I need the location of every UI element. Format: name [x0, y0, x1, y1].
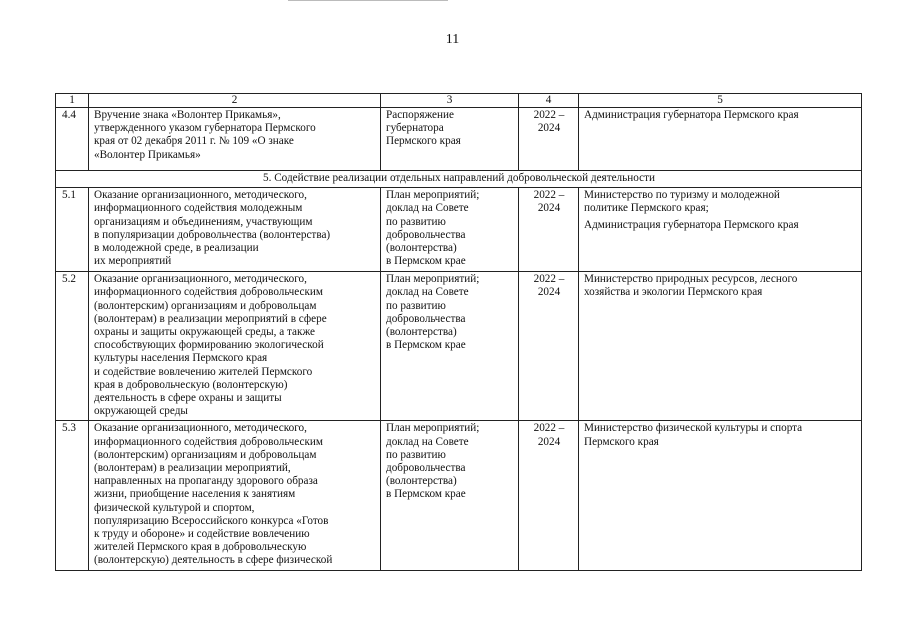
document-cell: План мероприятий; доклад на Совете по развитию добровольчества (волонтерства) в Пермском крае [381, 272, 519, 421]
row-number: 5.2 [56, 272, 89, 421]
column-header: 4 [519, 94, 579, 108]
measures-table [55, 93, 862, 571]
page-number: 11 [445, 32, 460, 47]
document-cell: Распоряжение губернатора Пермского края [381, 108, 519, 171]
event-cell: Вручение знака «Волонтер Прикамья», утвержденного указом губернатора Пермского края от 02 декабря 2011 г. № 109 «О знаке «Волонтер Прикамья» [89, 108, 381, 171]
executor-name: Администрация губернатора Пермского края [584, 218, 799, 231]
document-cell: План мероприятий; доклад на Совете по развитию добровольчества (волонтерства) в Пермском крае [381, 188, 519, 272]
period-cell: 2022 – 2024 [519, 188, 579, 272]
executor-name: Министерство природных ресурсов, лесного хозяйства и экологии Пермского края [584, 273, 798, 299]
period-cell: 2022 – 2024 [519, 272, 579, 421]
executor-name: Администрация губернатора Пермского края [584, 109, 799, 121]
table-row [56, 108, 862, 171]
column-header: 1 [56, 94, 89, 108]
scan-edge-mark [288, 0, 448, 3]
row-number: 5.3 [56, 421, 89, 570]
column-header: 3 [381, 94, 519, 108]
table-row [56, 188, 862, 272]
executor-cell [579, 108, 862, 171]
table-header-row [56, 94, 862, 108]
column-header: 5 [579, 94, 862, 108]
event-cell: Оказание организационного, методического, информационного содействия молодежным организациям и объединениям, участвующим в популяризации добровольчества (волонтерства) в молодежной среде, в реализации их мероприятий [89, 188, 381, 272]
executor-cell [579, 272, 862, 421]
executor-cell [579, 421, 862, 570]
executor-name: Министерство по туризму и молодежной политике Пермского края; [584, 189, 780, 215]
event-cell: Оказание организационного, методического, информационного содействия добровольческим (волонтерским) организациям и добровольцам (волонтерам) в реализации мероприятий в сфере охраны и защиты окружающей среды, а также способствующих формированию экологической культуры населения Пермского края и содействие вовлечению жителей Пермского края в добровольческую (волонтерскую) деятельность в сфере охраны и защиты окружающей среды [89, 272, 381, 421]
column-header: 2 [89, 94, 381, 108]
period-cell: 2022 – 2024 [519, 421, 579, 570]
section-title: 5. Содействие реализации отдельных направлений добровольческой деятельности [56, 171, 862, 188]
period-cell: 2022 – 2024 [519, 108, 579, 171]
document-cell: План мероприятий; доклад на Совете по развитию добровольчества (волонтерства) в Пермском крае [381, 421, 519, 570]
row-number: 5.1 [56, 188, 89, 272]
executor-name: Министерство физической культуры и спорта Пермского края [584, 422, 803, 448]
row-number: 4.4 [56, 108, 89, 171]
event-cell: Оказание организационного, методического, информационного содействия добровольческим (волонтерским) организациям и добровольцам (волонтерам) в реализации мероприятий, направленных на пропаганду здорового образа жизни, приобщение населения к занятиям физической культурой и спортом, популяризацию Всероссийского конкурса «Готов к труду и обороне» и содействие вовлечению жителей Пермского края в добровольческую (волонтерскую) деятельность в сфере физической [89, 421, 381, 570]
table-row [56, 272, 862, 421]
table-row [56, 421, 862, 570]
executor-cell [579, 188, 862, 272]
section-row [56, 171, 862, 188]
